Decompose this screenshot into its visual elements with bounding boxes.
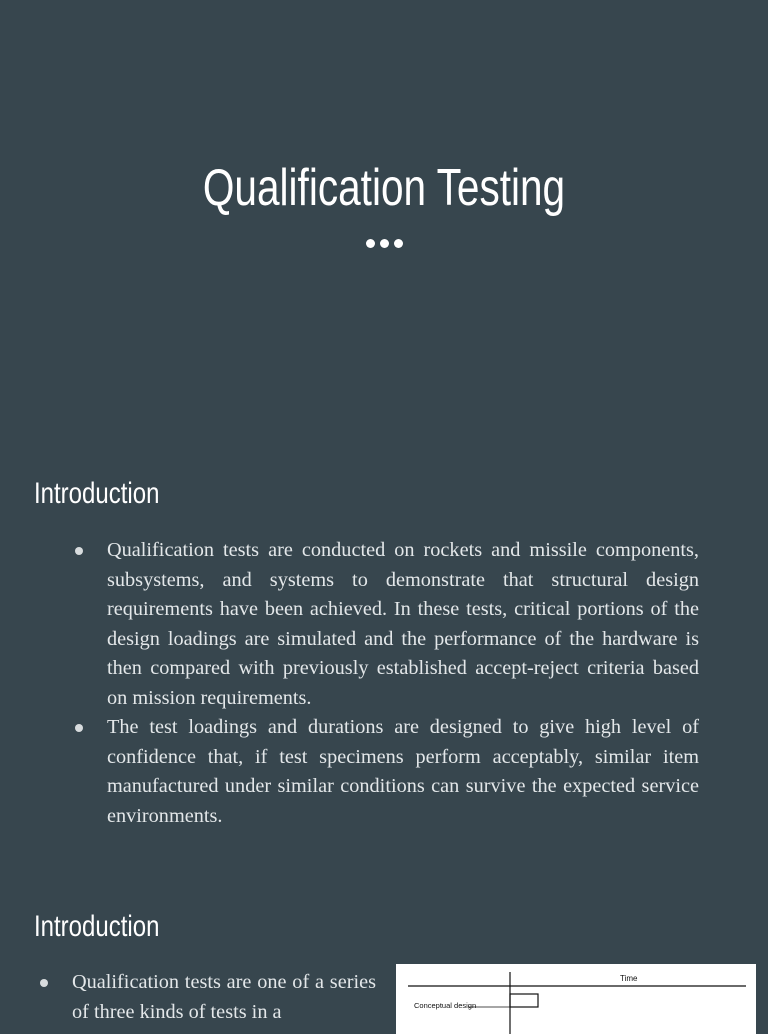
introduction-2-bullet-list [72, 968, 376, 1027]
introduction-bullet-list [107, 536, 699, 831]
conceptual-design-bar [510, 994, 538, 1007]
dot-icon [394, 239, 403, 248]
bullet-item: The test loadings and durations are designed to give high level of confidence that, if test specimens perform acceptably, similar item manufactured under similar conditions can survive the expected service environments. [107, 713, 699, 831]
bullet-item: Qualification tests are one of a series of three kinds of tests in a [72, 968, 376, 1027]
section-heading-introduction-2: Introduction [34, 910, 160, 943]
figure-row-label: Conceptual design [414, 1001, 477, 1010]
figure-time-label: Time [620, 974, 638, 983]
dot-icon [366, 239, 375, 248]
slide-title: Qualification Testing [202, 159, 566, 217]
title-ellipsis-decoration [0, 239, 768, 248]
section-heading-introduction: Introduction [34, 477, 160, 510]
dot-icon [380, 239, 389, 248]
bullet-item: Qualification tests are conducted on rockets and missile components, subsystems, and systems to demonstrate that structural design requirements have been achieved. In these tests, critical portions of the design loadings are simulated and the performance of the hardware is then compared with previously established accept-reject criteria based on mission requirements. [107, 536, 699, 713]
